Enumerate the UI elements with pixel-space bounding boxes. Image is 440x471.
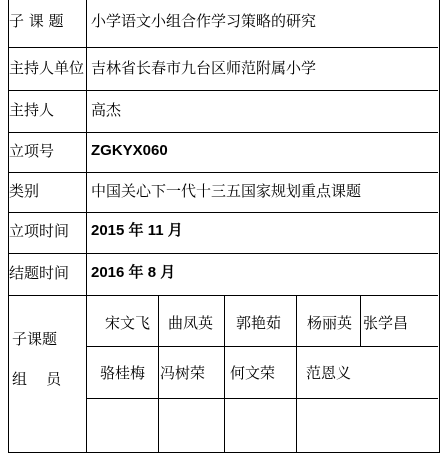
table-rule — [86, 346, 438, 347]
member-name: 骆桂梅 — [100, 364, 146, 382]
table-rule — [86, 0, 87, 452]
topic-value: 小学语文小组合作学习策略的研究 — [91, 12, 317, 30]
host-label: 主持人 — [9, 101, 55, 119]
member-name: 曲凤英 — [168, 314, 214, 332]
member-name: 杨丽英 — [307, 314, 353, 332]
topic-label: 子 课 题 — [9, 12, 64, 30]
member-name: 冯树荣 — [160, 364, 206, 382]
host-value: 高杰 — [91, 101, 122, 119]
table-rule — [8, 295, 438, 296]
end-time-value: 2016 年 8 月 — [91, 264, 176, 281]
table-rule — [224, 295, 225, 452]
host-unit-label: 主持人单位 — [9, 59, 85, 77]
table-rule — [158, 295, 159, 452]
category-label: 类别 — [9, 182, 40, 200]
member-name: 郭艳茹 — [236, 314, 282, 332]
table-rule — [360, 295, 361, 346]
approval-time-label: 立项时间 — [9, 222, 70, 240]
member-name: 宋文飞 — [105, 314, 151, 332]
category-value: 中国关心下一代十三五国家规划重点课题 — [91, 182, 362, 200]
table-rule — [8, 253, 438, 254]
table-rule — [8, 212, 438, 213]
table-rule — [8, 47, 438, 48]
table-rule — [8, 90, 438, 91]
member-name: 张学昌 — [363, 314, 409, 332]
members-label-line2: 组 员 — [12, 370, 62, 388]
table-rule — [8, 132, 438, 133]
table-rule — [296, 295, 297, 452]
end-time-label: 结题时间 — [9, 264, 70, 282]
project-no-label: 立项号 — [9, 142, 55, 160]
approval-time-value: 2015 年 11 月 — [91, 222, 183, 239]
members-label-line1: 子课题 — [12, 330, 58, 348]
table-rule — [86, 398, 438, 399]
project-no-value: ZGKYX060 — [91, 142, 168, 159]
member-name: 何文荣 — [230, 364, 276, 382]
member-name: 范恩义 — [306, 364, 352, 382]
host-unit-value: 吉林省长春市九台区师范附属小学 — [91, 59, 317, 77]
table-rule — [8, 172, 438, 173]
